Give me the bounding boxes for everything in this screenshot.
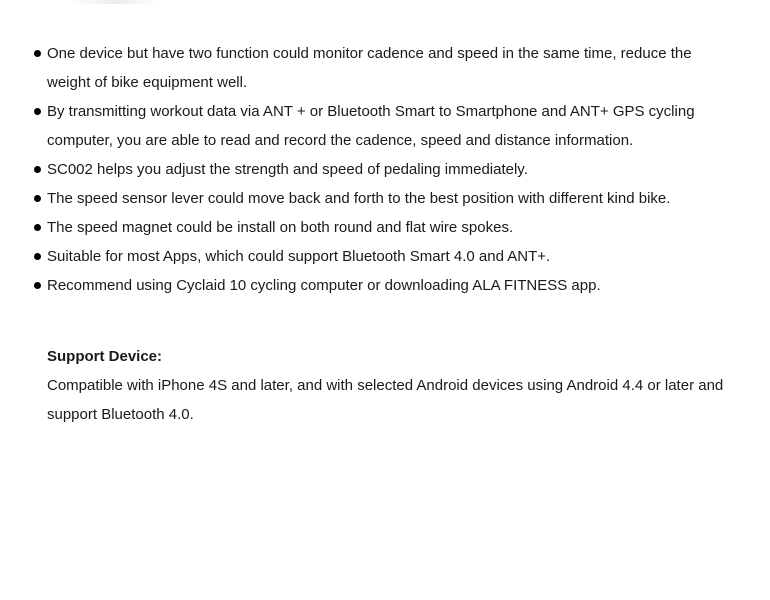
feature-item <box>0 155 770 184</box>
bullet-icon <box>34 108 41 115</box>
feature-list <box>0 39 770 300</box>
feature-text: One device but have two function could monitor cadence and speed in the same time, reduce the weight of bike equipment well. <box>47 45 692 91</box>
feature-text: By transmitting workout data via ANT + or Bluetooth Smart to Smartphone and ANT+ GPS cycling computer, you are able to read and record the cadence, speed and distance information. <box>47 103 695 149</box>
feature-text: Recommend using Cyclaid 10 cycling computer or downloading ALA FITNESS app. <box>47 277 601 294</box>
feature-item <box>0 213 770 242</box>
support-device-section <box>47 342 747 429</box>
bullet-icon <box>34 282 41 289</box>
feature-item <box>0 39 770 97</box>
feature-item <box>0 97 770 155</box>
bullet-icon <box>34 224 41 231</box>
feature-item <box>0 184 770 213</box>
feature-item <box>0 242 770 271</box>
top-edge-shadow <box>70 0 160 4</box>
feature-text: SC002 helps you adjust the strength and speed of pedaling immediately. <box>47 161 528 178</box>
feature-text: The speed magnet could be install on both round and flat wire spokes. <box>47 219 514 236</box>
feature-item <box>0 271 770 300</box>
support-device-text: Compatible with iPhone 4S and later, and with selected Android devices using Android 4.4 or later and support Bluetooth 4.0. <box>47 377 724 423</box>
bullet-icon <box>34 50 41 57</box>
bullet-icon <box>34 195 41 202</box>
feature-text: Suitable for most Apps, which could support Bluetooth Smart 4.0 and ANT+. <box>47 248 551 265</box>
bullet-icon <box>34 253 41 260</box>
feature-text: The speed sensor lever could move back and forth to the best position with different kind bike. <box>47 190 671 207</box>
bullet-icon <box>34 166 41 173</box>
support-device-heading: Support Device: <box>47 348 163 365</box>
